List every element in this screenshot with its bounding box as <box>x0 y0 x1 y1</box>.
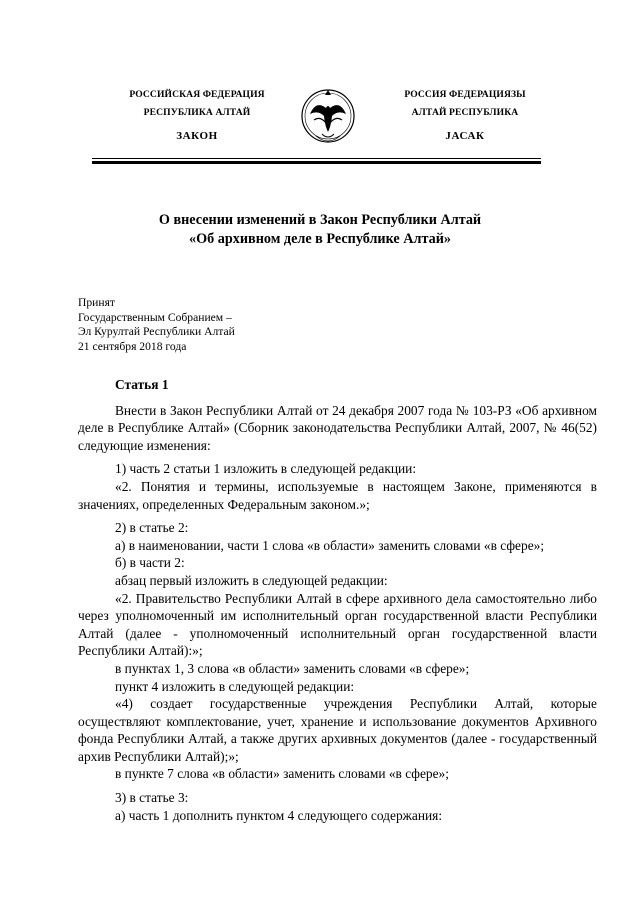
article-paragraph: Внести в Закон Республики Алтай от 24 декабря 2007 года № 103-РЗ «Об архивном деле в Республике Алтай» (Сборник законодательства Республики Алтай, 2007, № 46(52) следующие изменения: <box>78 402 597 453</box>
law-title <box>0 211 640 249</box>
article-paragraph: 3) в статье 3: <box>115 790 189 806</box>
altai-coat-of-arms-icon <box>298 80 358 152</box>
article-heading: Статья 1 <box>115 377 169 392</box>
article-paragraph: б) в части 2: <box>115 555 185 571</box>
article-paragraph: в пунктах 1, 3 слова «в области» заменить словами «в сфере»; <box>115 660 470 676</box>
header-left-block <box>97 90 297 150</box>
law-title-line-2: «Об архивном деле в Республике Алтай» <box>189 231 451 247</box>
article-paragraph: «4) создает государственные учреждения Республики Алтай, которые осуществляют комплектование, учет, хранение и использование документов Архивного фонда Республики Алтай, а также других архивных документов (далее - государственный архив Республики Алтай);»; <box>78 696 597 764</box>
adoption-date: 21 сентября 2018 года <box>78 340 187 354</box>
article-paragraph: в пункте 7 слова «в области» заменить словами «в сфере»; <box>115 766 449 782</box>
header-divider-thick <box>92 161 541 164</box>
article-paragraph: 2) в статье 2: <box>115 520 189 536</box>
article-paragraph: «2. Понятия и термины, используемые в настоящем Законе, применяются в значениях, определенных Федеральным законом.»; <box>78 478 597 512</box>
header-left-country: РОССИЙСКАЯ ФЕДЕРАЦИЯ <box>129 89 265 100</box>
header-divider-thin <box>92 158 541 159</box>
article-paragraph: абзац первый изложить в следующей редакции: <box>115 572 388 588</box>
header-right-country: РОССИЯ ФЕДЕРАЦИЯЗЫ <box>404 89 526 100</box>
adoption-line-1: Принят <box>78 296 115 309</box>
article-paragraph: а) в наименовании, части 1 слова «в области» заменить словами «в сфере»; <box>115 537 545 553</box>
header-left-law: ЗАКОН <box>176 130 218 143</box>
adoption-line-2: Государственным Собранием – <box>78 310 232 324</box>
article-body <box>78 376 597 824</box>
header-right-law: JАСАК <box>445 130 485 143</box>
adoption-block <box>78 296 235 355</box>
header-right-block <box>365 90 565 150</box>
article-paragraph: 1) часть 2 статьи 1 изложить в следующей редакции: <box>115 461 417 477</box>
adoption-line-3: Эл Курултай Республики Алтай <box>78 325 235 339</box>
article-paragraph: а) часть 1 дополнить пунктом 4 следующего содержания: <box>115 807 443 823</box>
header-right-republic: АЛТАЙ РЕСПУБЛИКА <box>411 106 519 118</box>
header-left-republic: РЕСПУБЛИКА АЛТАЙ <box>143 106 251 118</box>
article-paragraph: пункт 4 изложить в следующей редакции: <box>115 678 355 694</box>
law-title-line-1: О внесении изменений в Закон Республики Алтай <box>158 212 482 228</box>
article-paragraph: «2. Правительство Республики Алтай в сфере архивного дела самостоятельно либо через уполномоченный им исполнительный орган государственной власти Республики Алтай (далее - уполномоченный исполнительный орган государственной власти Республики Алтай):»; <box>78 590 597 659</box>
